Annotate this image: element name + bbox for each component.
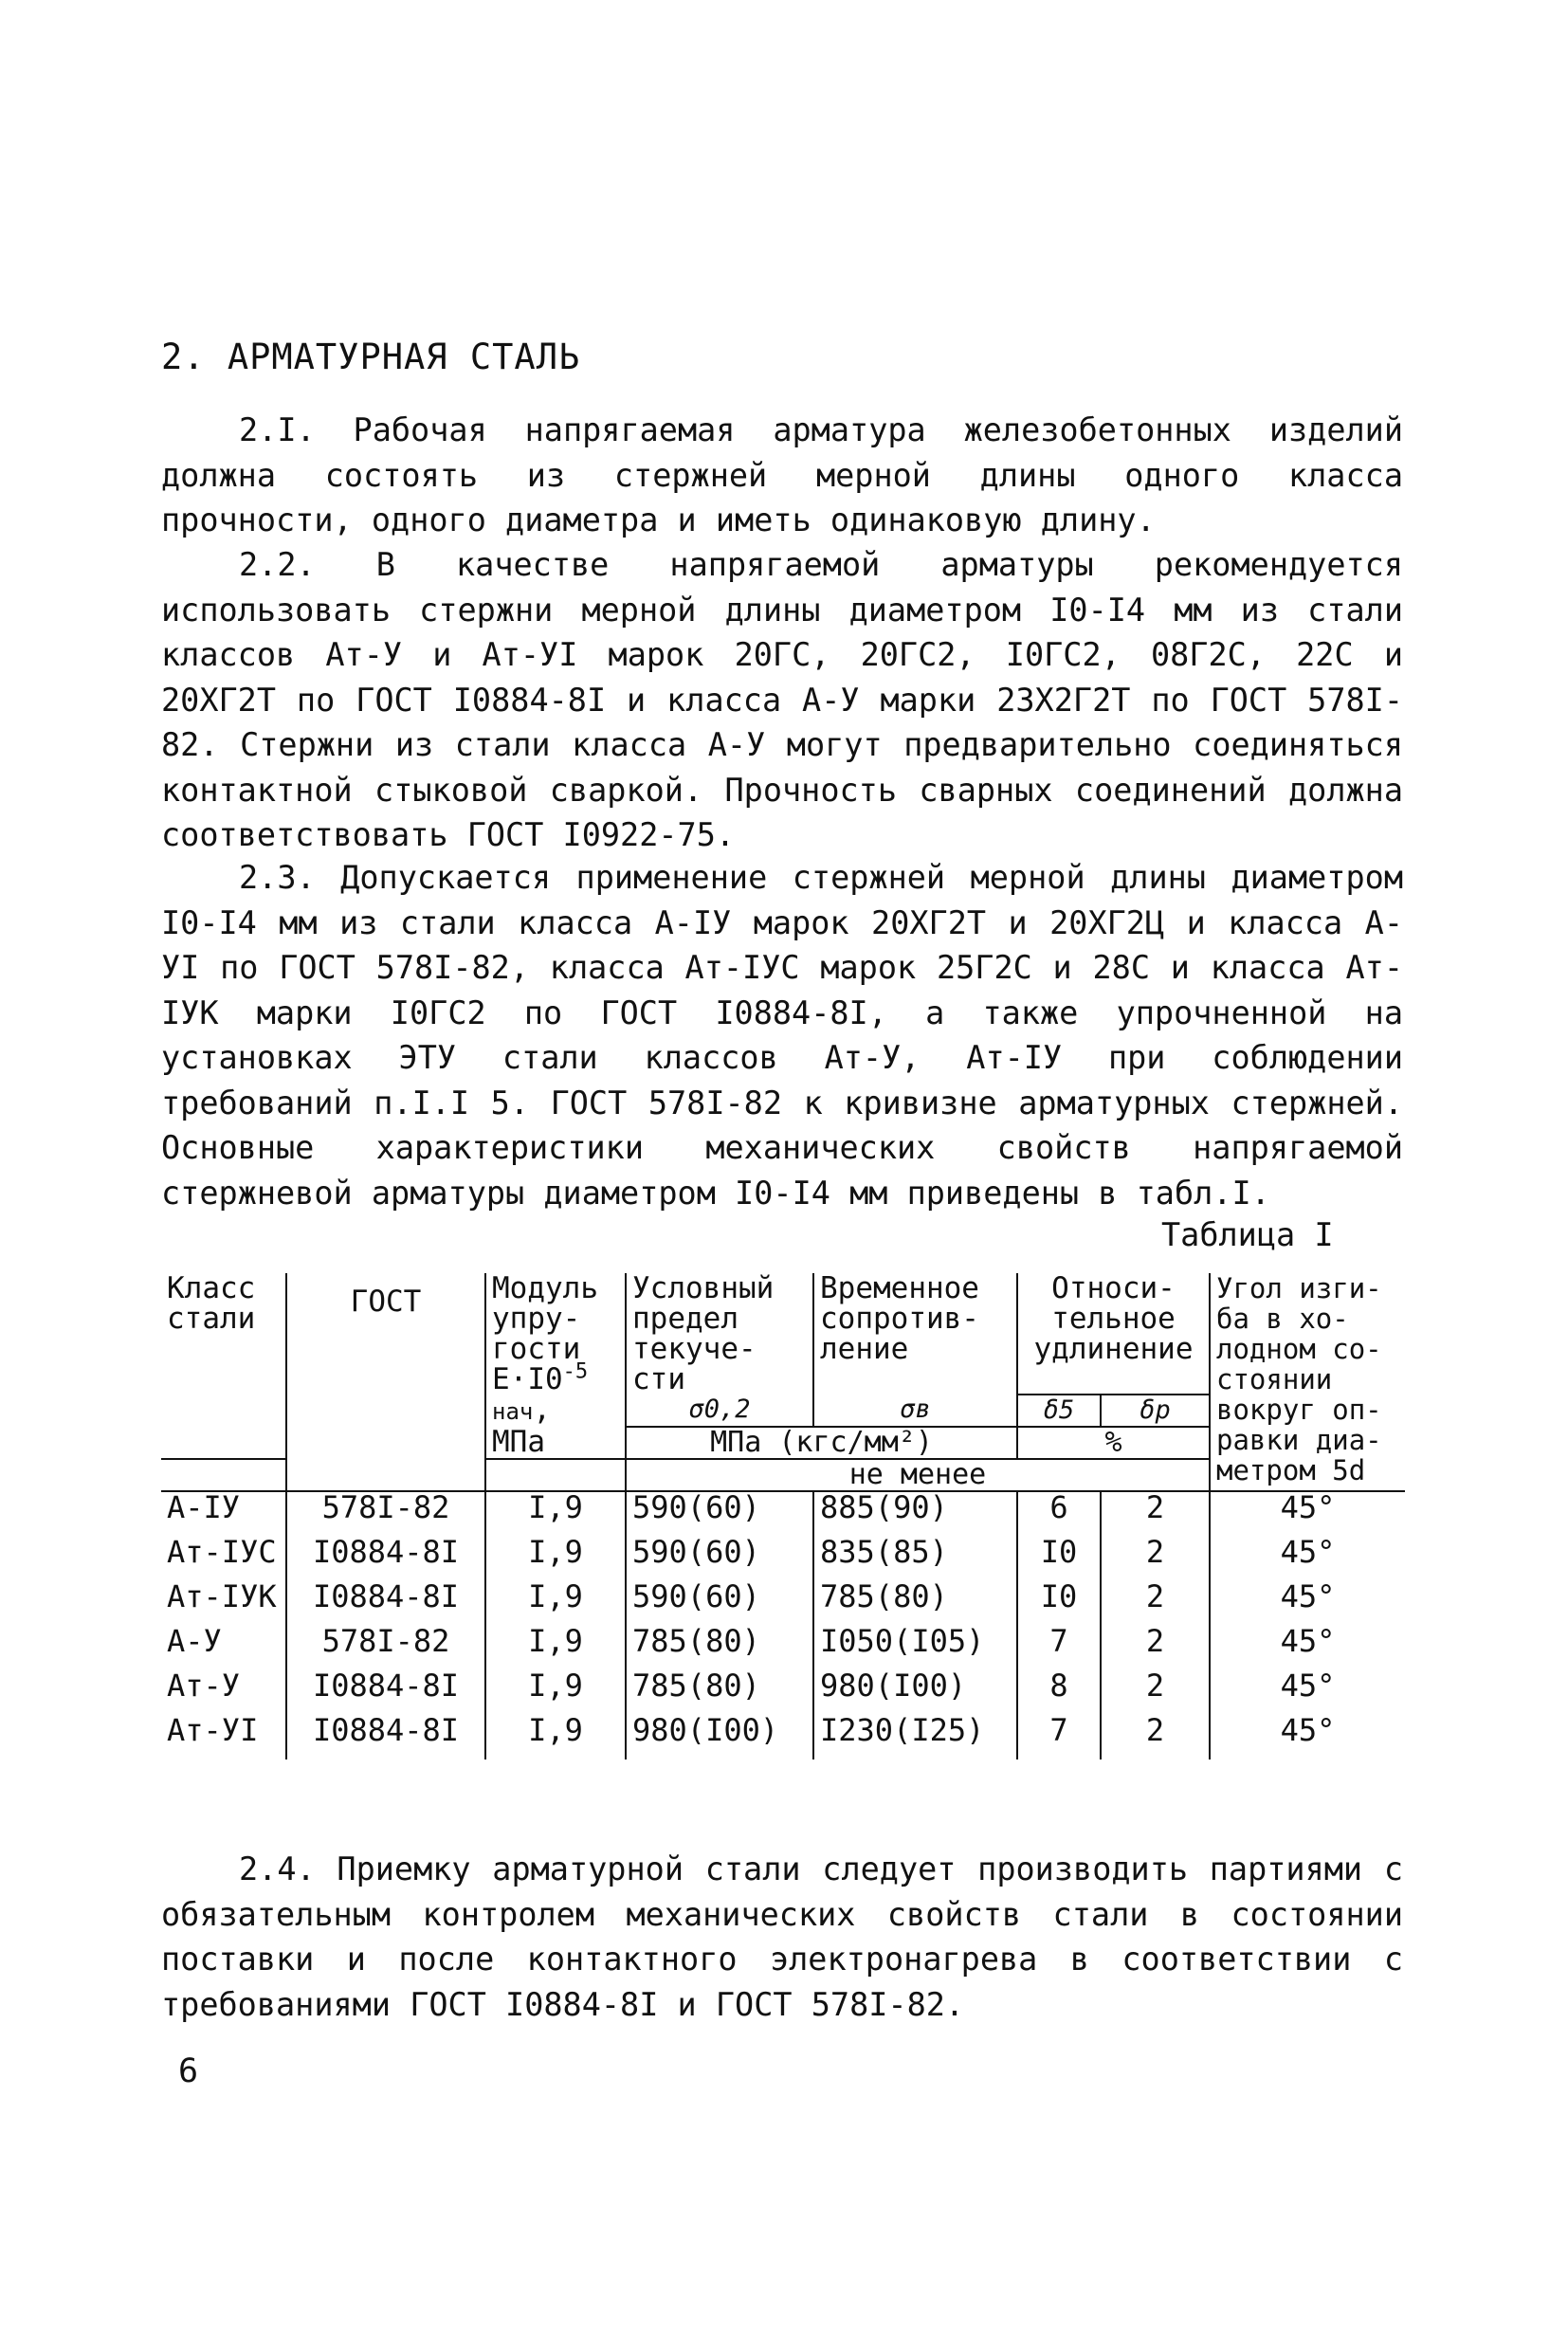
- header-modulus-exp: -5: [562, 1359, 589, 1384]
- cell-angle: 45°: [1210, 1715, 1405, 1759]
- cell-dp: 2: [1101, 1715, 1210, 1759]
- cell-tensile: I050(I05): [813, 1626, 1017, 1670]
- paragraph-2-3: 2.3. Допускается применение стержней мерной длины диаметром I0-I4 мм из стали класса А-IУ марок 20ХГ2Т и 20ХГ2Ц и класса А-УI по ГОСТ 578I-82, класса Ат-IУС марок 25Г2С и 28С и класса Ат-IУК марки I0ГС2 по ГОСТ I0884-8I, а также упрочненной на установках ЭТУ стали классов Ат-У, Ат-IУ при соблюдении требований п.I.I 5. ГОСТ 578I-82 к кривизне арматурных стержней. Основные характеристики механических свойств напрягаемой стержневой арматуры диаметром I0-I4 мм приведены в табл.I.: [161, 859, 1403, 1212]
- cell-angle: 45°: [1210, 1537, 1405, 1581]
- paragraph-2-4: 2.4. Приемку арматурной стали следует производить партиями с обязательным контролем механических свойств стали в состоянии поставки и после контактного электронагрева в соответствии с требованиями ГОСТ I0884-8I и ГОСТ 578I-82.: [161, 1851, 1403, 2023]
- cell-yield: 785(80): [626, 1626, 813, 1670]
- cell-tensile: 980(I00): [813, 1670, 1017, 1715]
- cell-dp: 2: [1101, 1670, 1210, 1715]
- header-modulus-unit: МПа: [492, 1425, 545, 1459]
- cell-dp: 2: [1101, 1491, 1210, 1537]
- header-elongation: Относи- тельное удлинение: [1017, 1273, 1210, 1395]
- cell-gost: I0884-8I: [286, 1715, 485, 1759]
- cell-cls: Ат-IУК: [167, 1578, 277, 1614]
- table-caption: Таблица I: [1161, 1216, 1334, 1253]
- section-heading: 2. АРМАТУРНАЯ СТАЛЬ: [161, 337, 581, 377]
- header-empty-modulus: [485, 1459, 626, 1491]
- header-yield-symbol: σ0,2: [626, 1395, 813, 1427]
- cell-dp: 2: [1101, 1626, 1210, 1670]
- cell-yield: 980(I00): [626, 1715, 813, 1759]
- steel-properties-table: [161, 1273, 1405, 1834]
- cell-e: I,9: [485, 1626, 626, 1670]
- cell-dp: 2: [1101, 1581, 1210, 1626]
- cell-dp: 2: [1101, 1537, 1210, 1581]
- table-row: [161, 1670, 1405, 1715]
- paragraph-2-1: 2.I. Рабочая напрягаемая арматура железобетонных изделий должна состоять из стержней мерной длины одного класса прочности, одного диаметра и иметь одинаковую длину.: [161, 411, 1403, 538]
- table-row: [161, 1491, 1405, 1537]
- cell-angle: 45°: [1210, 1581, 1405, 1626]
- header-modulus-sub: нач: [492, 1398, 534, 1425]
- cell-tensile: I230(I25): [813, 1715, 1017, 1759]
- header-deltap: δр: [1101, 1395, 1210, 1427]
- table-row: [161, 1537, 1405, 1581]
- cell-e: I,9: [485, 1670, 626, 1715]
- cell-e: I,9: [485, 1537, 626, 1581]
- cell-d5: 7: [1017, 1715, 1101, 1759]
- header-delta5: δ5: [1017, 1395, 1101, 1427]
- cell-cls: Ат-IУС: [167, 1534, 277, 1570]
- cell-gost: 578I-82: [286, 1626, 485, 1670]
- header-class: Класс стали: [161, 1273, 286, 1459]
- header-units-stress: МПа (кгс/мм²): [626, 1427, 1017, 1459]
- cell-gost: I0884-8I: [286, 1670, 485, 1715]
- cell-d5: 8: [1017, 1670, 1101, 1715]
- header-yield: Условный предел текуче- сти: [626, 1273, 813, 1395]
- cell-yield: 590(60): [626, 1537, 813, 1581]
- page-number: 6: [178, 2052, 199, 2090]
- cell-yield: 590(60): [626, 1581, 813, 1626]
- cell-d5: 6: [1017, 1491, 1101, 1537]
- header-tensile: Временное сопротив- ление: [813, 1273, 1017, 1395]
- header-empty-class: [161, 1459, 286, 1491]
- paragraph-2-2: 2.2. В качестве напрягаемой арматуры рекомендуется использовать стержни мерной длины диаметром I0-I4 мм из стали классов Ат-У и Ат-УI марок 20ГС, 20ГС2, I0ГС2, 08Г2С, 22С и 20ХГ2Т по ГОСТ I0884-8I и класса А-У марки 23Х2Г2Т по ГОСТ 578I-82. Стержни из стали класса А-У могут предварительно соединяться контактной стыковой сваркой. Прочность сварных соединений должна соответствовать ГОСТ I0922-75.: [161, 546, 1403, 853]
- header-units-percent: %: [1017, 1427, 1210, 1459]
- cell-e: I,9: [485, 1715, 626, 1759]
- cell-angle: 45°: [1210, 1626, 1405, 1670]
- cell-yield: 785(80): [626, 1670, 813, 1715]
- cell-cls: А-IУ: [167, 1489, 241, 1525]
- cell-tensile: 785(80): [813, 1581, 1017, 1626]
- cell-tensile: 885(90): [813, 1491, 1017, 1537]
- cell-d5: I0: [1017, 1581, 1101, 1626]
- header-bend-angle: Угол изги- ба в хо- лодном со- стоянии вокруг оп- равки диа- метром 5d: [1210, 1273, 1405, 1491]
- table-row: [161, 1715, 1405, 1759]
- cell-d5: I0: [1017, 1537, 1101, 1581]
- table-body: [161, 1491, 1405, 1759]
- cell-gost: I0884-8I: [286, 1581, 485, 1626]
- cell-cls: А-У: [167, 1623, 222, 1659]
- cell-cls: Ат-УI: [167, 1712, 259, 1748]
- header-modulus: Модуль упру- гости $Е\cdot I0^{-5}$ нач, МПа: [485, 1273, 626, 1459]
- header-not-less: не менее: [626, 1459, 1210, 1491]
- cell-d5: 7: [1017, 1626, 1101, 1670]
- cell-angle: 45°: [1210, 1670, 1405, 1715]
- table-row: [161, 1581, 1405, 1626]
- cell-tensile: 835(85): [813, 1537, 1017, 1581]
- header-tensile-symbol: σв: [813, 1395, 1017, 1427]
- cell-cls: Ат-У: [167, 1668, 241, 1704]
- cell-e: I,9: [485, 1581, 626, 1626]
- header-modulus-text: Модуль упру- гости Е·I0: [492, 1271, 598, 1396]
- cell-e: I,9: [485, 1491, 626, 1537]
- header-gost: ГОСТ: [286, 1273, 485, 1491]
- table-row: [161, 1626, 1405, 1670]
- cell-gost: I0884-8I: [286, 1537, 485, 1581]
- cell-angle: 45°: [1210, 1491, 1405, 1537]
- cell-gost: 578I-82: [286, 1491, 485, 1537]
- cell-yield: 590(60): [626, 1491, 813, 1537]
